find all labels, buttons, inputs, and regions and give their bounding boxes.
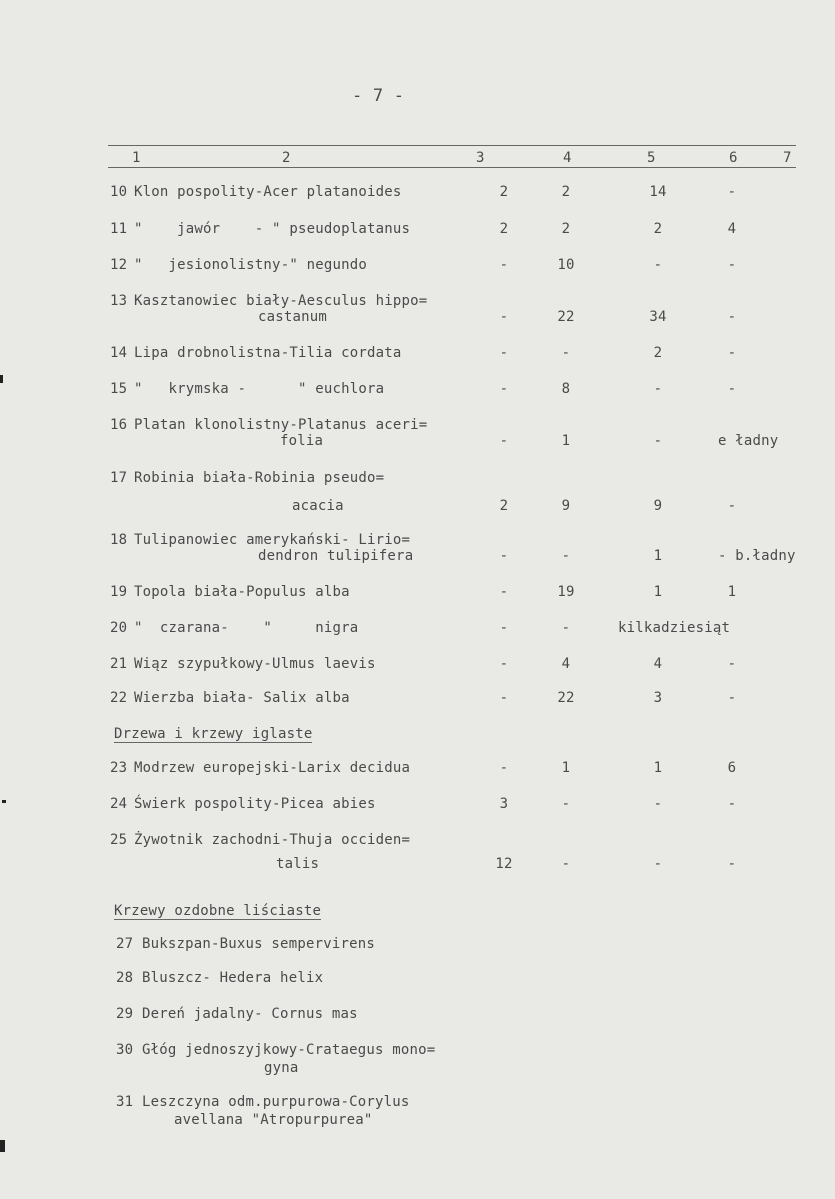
species-name: Modrzew europejski-Larix decidua [134,760,411,776]
col6-value: - [727,381,737,397]
col6-value: - [727,257,737,273]
col-header-1: 1 [132,150,141,166]
margin-mark [0,1140,5,1152]
col3-value: - [499,309,509,325]
species-name: Żywotnik zachodni-Thuja occiden= [134,832,411,848]
col5-value: - [653,381,663,397]
col3-value: 2 [499,498,509,514]
col4-value: 22 [557,690,575,706]
col3-value: 12 [495,856,513,872]
col6-value: 1 [727,584,737,600]
col-header-5: 5 [647,150,656,166]
row-number: 19 [110,584,128,600]
species-name: Robinia biała-Robinia pseudo= [134,470,385,486]
margin-mark [2,800,6,803]
col6-value: - [727,498,737,514]
section-heading-shrubs: Krzewy ozdobne liściaste [114,903,322,919]
row-number: 14 [110,345,128,361]
species-name-cont: avellana "Atropurpurea" [174,1112,373,1128]
col5-value: 2 [653,345,663,361]
section-heading-conifers: Drzewa i krzewy iglaste [114,726,313,742]
margin-mark [0,375,3,383]
col5-value: 9 [653,498,663,514]
col4-value: 2 [561,221,571,237]
col3-value: - [499,381,509,397]
col5-value: - [653,856,663,872]
col4-value: 10 [557,257,575,273]
col3-value: - [499,620,509,636]
species-name: Głóg jednoszyjkowy-Crataegus mono= [142,1042,436,1058]
col6-value: - [727,856,737,872]
col5-value: 1 [653,760,663,776]
col3-value: 2 [499,221,509,237]
col3-value: - [499,433,509,449]
row-number: 18 [110,532,128,548]
col5-value: 14 [649,184,667,200]
species-name: Platan klonolistny-Platanus aceri= [134,417,428,433]
species-name: " jesionolistny-" negundo [134,257,367,273]
row-number: 17 [110,470,128,486]
col3-value: 3 [499,796,509,812]
row-number: 29 [116,1006,134,1022]
col3-value: - [499,548,509,564]
col3-value: - [499,656,509,672]
row-number: 24 [110,796,128,812]
col-header-2: 2 [282,150,291,166]
col5-value: kilkadziesiąt [618,620,731,636]
col3-value: - [499,257,509,273]
col4-value: 9 [561,498,571,514]
page-number: - 7 - [352,86,405,106]
species-name-cont: folia [280,433,324,449]
species-name-cont: talis [276,856,320,872]
col6-value: - [727,345,737,361]
col3-value: - [499,345,509,361]
row-number: 10 [110,184,128,200]
col5-value: 3 [653,690,663,706]
row-number: 20 [110,620,128,636]
col3-value: 2 [499,184,509,200]
col4-value: 19 [557,584,575,600]
col4-value: - [561,345,571,361]
species-name: Świerk pospolity-Picea abies [134,796,376,812]
col5-value: - [653,433,663,449]
species-name: Topola biała-Populus alba [134,584,350,600]
col6-value: - [727,690,737,706]
col4-value: - [561,548,571,564]
col6-value: - [727,309,737,325]
species-name: Lipa drobnolistna-Tilia cordata [134,345,402,361]
col6-value: - [727,184,737,200]
species-name: Tulipanowiec amerykański- Lirio= [134,532,411,548]
col4-value: 8 [561,381,571,397]
col4-value: - [561,620,571,636]
col4-value: 4 [561,656,571,672]
species-name: Leszczyna odm.purpurowa-Corylus [142,1094,410,1110]
col5-value: - [653,257,663,273]
col-header-4: 4 [563,150,572,166]
col6-value: - [727,656,737,672]
col3-value: - [499,690,509,706]
col5-value: 2 [653,221,663,237]
col4-value: - [561,796,571,812]
row-number: 13 [110,293,128,309]
row-number: 15 [110,381,128,397]
row-number: 23 [110,760,128,776]
header-rule-bottom [108,167,796,168]
species-name: Bukszpan-Buxus sempervirens [142,936,375,952]
species-name: Bluszcz- Hedera helix [142,970,324,986]
col3-value: - [499,584,509,600]
col4-value: 22 [557,309,575,325]
species-name: " czarana- " nigra [134,620,359,636]
species-name-cont: acacia [292,498,344,514]
col4-value: - [561,856,571,872]
col-header-3: 3 [476,150,485,166]
col6-value: 4 [727,221,737,237]
species-name: Wierzba biała- Salix alba [134,690,350,706]
col5-value: 4 [653,656,663,672]
row-number: 30 [116,1042,134,1058]
row-number: 31 [116,1094,134,1110]
species-name: Wiąz szypułkowy-Ulmus laevis [134,656,376,672]
species-name-cont: gyna [264,1060,299,1076]
col5-value: 1 [653,584,663,600]
col5-value: - [653,796,663,812]
col-header-7: 7 [783,150,792,166]
row-number: 22 [110,690,128,706]
row-number: 27 [116,936,134,952]
col6-value: 6 [727,760,737,776]
species-name: Kasztanowiec biały-Aesculus hippo= [134,293,428,309]
species-name-cont: castanum [258,309,328,325]
row-number: 16 [110,417,128,433]
col6-value: e ładny [718,433,779,449]
col4-value: 2 [561,184,571,200]
row-number: 11 [110,221,128,237]
species-name: " jawór - " pseudoplatanus [134,221,411,237]
col5-value: 34 [649,309,667,325]
col5-value: 1 [653,548,663,564]
col4-value: 1 [561,760,571,776]
row-number: 28 [116,970,134,986]
row-number: 25 [110,832,128,848]
col3-value: - [499,760,509,776]
row-number: 12 [110,257,128,273]
header-rule-top [108,145,796,146]
col4-value: 1 [561,433,571,449]
row-number: 21 [110,656,128,672]
col-header-6: 6 [729,150,738,166]
col6-value: - b.ładny [718,548,796,564]
col6-value: - [727,796,737,812]
species-name: Klon pospolity-Acer platanoides [134,184,402,200]
species-name-cont: dendron tulipifera [258,548,414,564]
species-name: " krymska - " euchlora [134,381,385,397]
species-name: Dereń jadalny- Cornus mas [142,1006,358,1022]
